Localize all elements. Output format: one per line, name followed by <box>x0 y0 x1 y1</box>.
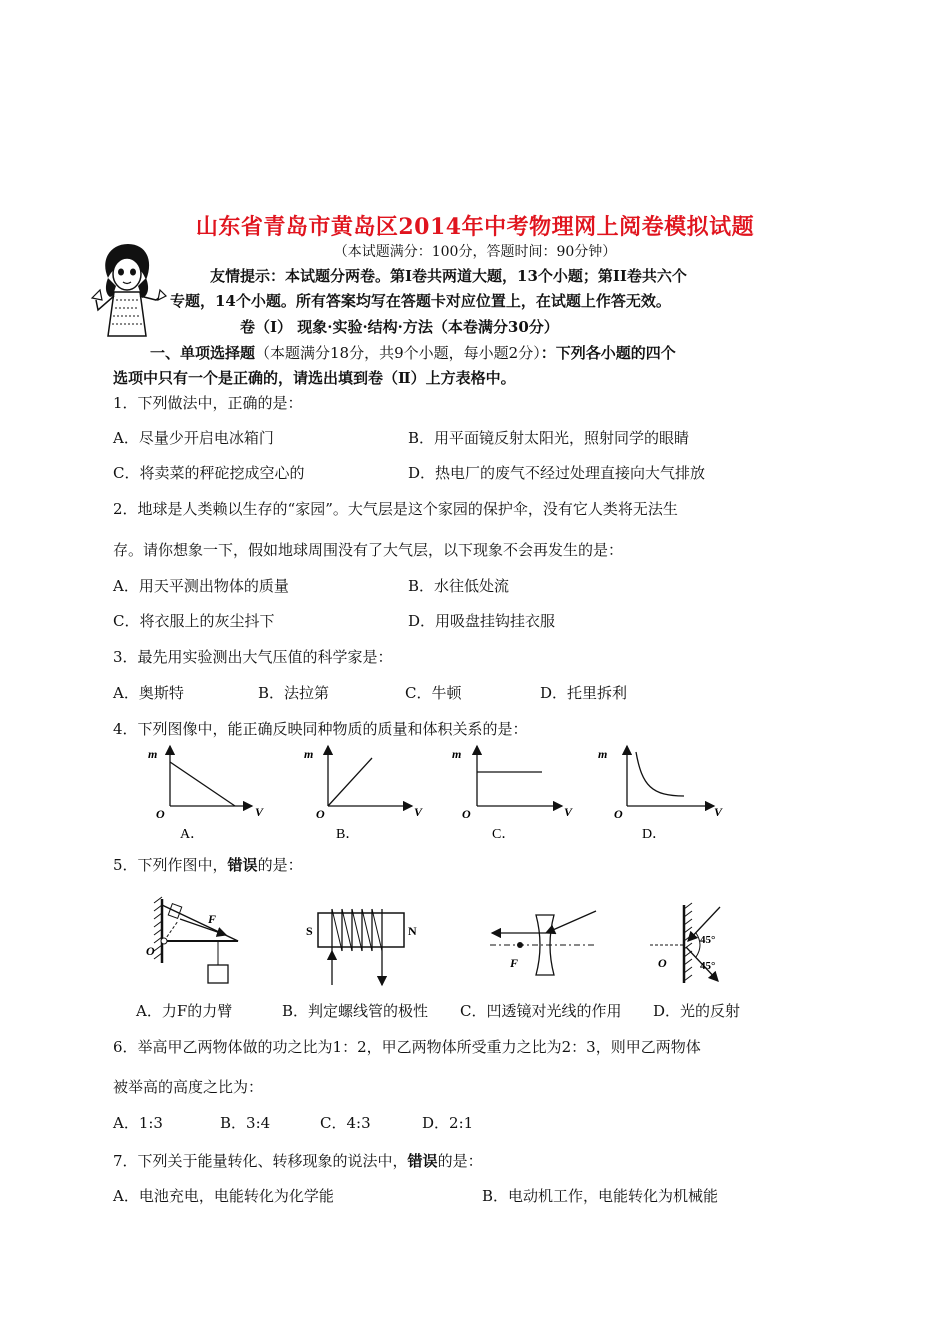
q5-option-c: C．凹透镜对光线的作用 <box>460 1002 622 1020</box>
label-s: S <box>306 924 313 938</box>
label-n: N <box>408 924 417 938</box>
q7-option-b: B．电动机工作，电能转化为机械能 <box>482 1187 719 1205</box>
section-instruction: ：下列各小题的四个 <box>540 344 676 362</box>
graph-c-label: C． <box>492 827 516 842</box>
q5-diagrams <box>140 895 740 990</box>
volume-heading: 卷（Ⅰ） 现象·实验·结构·方法（本卷满分30分） <box>240 318 559 336</box>
graph-a-origin: O <box>156 807 165 821</box>
graph-a <box>148 746 264 842</box>
section-1-heading <box>150 342 676 363</box>
q6-stem-1: 6．举高甲乙两物体做的功之比为1：2，甲乙两物体所受重力之比为2：3，则甲乙两物体 <box>113 1038 701 1056</box>
q7-stem-post: 的是： <box>437 1152 483 1170</box>
label-o: O <box>146 944 155 958</box>
q1-option-c: C．将卖菜的秤砣挖成空心的 <box>113 464 305 482</box>
q2-option-b: B．水往低处流 <box>408 577 510 595</box>
graph-d <box>598 746 723 842</box>
label-angle-1: 45° <box>700 934 716 946</box>
q6-option-d: D．2:1 <box>422 1114 474 1132</box>
q2-option-d: D．用吸盘挂钩挂衣服 <box>408 612 556 630</box>
graph-c-origin: O <box>462 807 471 821</box>
diagram-a-lever <box>146 897 238 983</box>
exam-info: （本试题满分：100分，答题时间：90分钟） <box>333 244 617 260</box>
graph-b-y-label: m <box>304 747 314 761</box>
q1-option-a: A．尽量少开启电冰箱门 <box>113 429 274 447</box>
q6-option-b: B．3:4 <box>220 1114 271 1132</box>
tips-line-1: 友情提示：本试题分两卷。第Ⅰ卷共两道大题，13个小题；第II卷共六个 <box>210 267 687 285</box>
q7-stem-pre: 7．下列关于能量转化、转移现象的说法中， <box>113 1152 408 1170</box>
q5-option-b: B．判定螺线管的极性 <box>282 1002 429 1020</box>
graph-b-origin: O <box>316 807 325 821</box>
graph-c-y-label: m <box>452 747 462 761</box>
q6-option-a: A．1:3 <box>113 1114 163 1132</box>
graph-b-label: B． <box>336 827 360 842</box>
label-focus: F <box>510 956 519 970</box>
graph-b <box>304 746 423 842</box>
q5-option-d: D．光的反射 <box>653 1002 741 1020</box>
q2-option-a: A．用天平测出物体的质量 <box>113 577 289 595</box>
q2-option-c: C．将衣服上的灰尘抖下 <box>113 612 275 630</box>
section-note: （本题满分18分，共9个小题，每小题2分） <box>255 344 541 362</box>
graph-a-y-label: m <box>148 747 158 761</box>
q3-option-b: B．法拉第 <box>258 684 330 702</box>
q1-option-b: B．用平面镜反射太阳光，照射同学的眼睛 <box>408 429 690 447</box>
label-angle-2: 45° <box>700 960 716 972</box>
graph-b-x-label: V <box>414 805 423 819</box>
label-o-mirror: O <box>658 956 667 970</box>
q3-stem: 3．最先用实验测出大气压值的科学家是： <box>113 648 393 666</box>
section-label: 一、单项选择题 <box>150 344 256 362</box>
teacher-cartoon-illustration <box>88 240 168 340</box>
tips-line-2: 专题，14个小题。所有答案均写在答题卡对应位置上，在试题上作答无效。 <box>170 292 671 310</box>
diagram-d-reflection <box>650 903 720 983</box>
q1-stem: 1．下列做法中，正确的是： <box>113 394 303 412</box>
q4-stem: 4．下列图像中，能正确反映同种物质的质量和体积关系的是： <box>113 720 528 738</box>
q3-option-d: D．托里拆利 <box>540 684 628 702</box>
q5-stem-pre: 5．下列作图中， <box>113 856 228 874</box>
q5-stem-post: 的是： <box>257 856 303 874</box>
q6-stem-2: 被举高的高度之比为： <box>113 1078 264 1096</box>
q6-option-c: C．4:3 <box>320 1114 371 1132</box>
graph-d-origin: O <box>614 807 623 821</box>
graph-c-x-label: V <box>564 805 573 819</box>
q4-graphs <box>140 740 750 850</box>
diagram-c-concave-lens <box>490 911 596 975</box>
q5-option-a: A．力F的力臂 <box>136 1002 233 1020</box>
graph-d-y-label: m <box>598 747 608 761</box>
q1-option-d: D．热电厂的废气不经过处理直接向大气排放 <box>408 464 706 482</box>
q3-option-c: C．牛顿 <box>405 684 462 702</box>
graph-d-x-label: V <box>714 805 723 819</box>
section-instruction-line-2: 选项中只有一个是正确的，请选出填到卷（Ⅱ）上方表格中。 <box>113 369 516 387</box>
page-title: 山东省青岛市黄岛区2014年中考物理网上阅卷模拟试题 <box>195 214 755 240</box>
graph-c <box>452 746 573 842</box>
q5-stem-bold: 错误 <box>227 856 258 874</box>
q2-stem-2: 存。请你想象一下，假如地球周围没有了大气层，以下现象不会再发生的是： <box>113 541 624 559</box>
label-f: F <box>208 912 217 926</box>
q7-option-a: A．电池充电，电能转化为化学能 <box>113 1187 334 1205</box>
q7-stem <box>113 1150 483 1171</box>
graph-a-x-label: V <box>255 805 264 819</box>
graph-a-label: A． <box>180 827 205 842</box>
q7-stem-bold: 错误 <box>407 1152 438 1170</box>
q3-option-a: A．奥斯特 <box>113 684 184 702</box>
q5-stem <box>113 854 303 875</box>
q2-stem-1: 2．地球是人类赖以生存的“家园”。大气层是这个家园的保护伞，没有它人类将无法生 <box>113 500 678 518</box>
graph-d-label: D． <box>642 827 667 842</box>
diagram-b-solenoid <box>306 909 417 985</box>
